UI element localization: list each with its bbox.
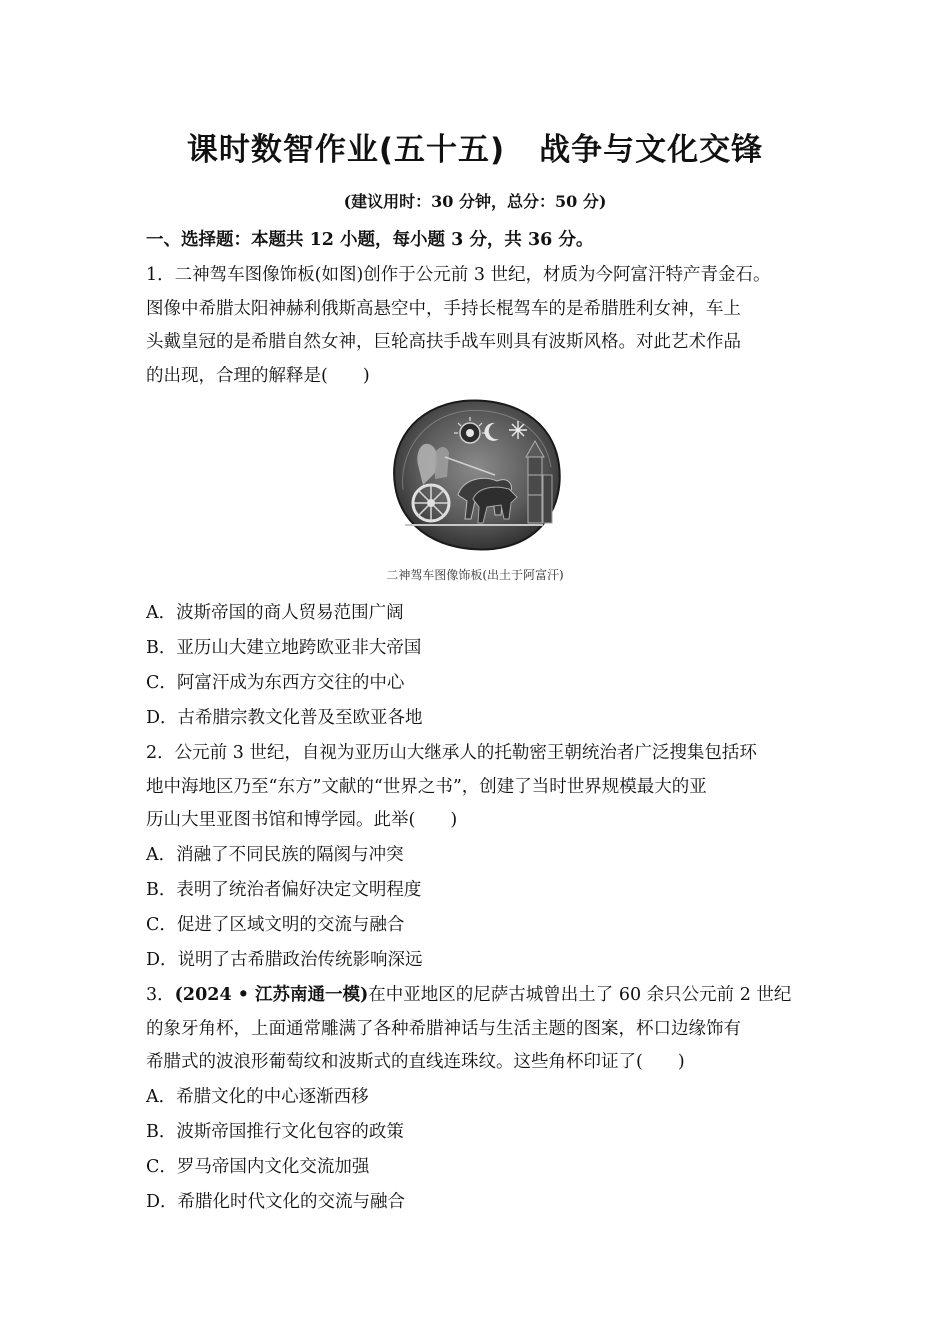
q3-number: 3． bbox=[146, 985, 175, 1005]
q1-stem-line: 图像中希腊太阳神赫利俄斯高悬空中，手持长棍驾车的是希腊胜利女神，车上 bbox=[146, 299, 741, 319]
q1-option-b[interactable]: B．亚历山大建立地跨欧亚非大帝国 bbox=[146, 638, 422, 658]
q1-option-a[interactable]: A．波斯帝国的商人贸易范围广阔 bbox=[146, 603, 404, 623]
q2-option-d[interactable]: D．说明了古希腊政治传统影响深远 bbox=[146, 950, 423, 970]
q1-stem-line: 的出现，合理的解释是( ) bbox=[146, 366, 370, 386]
q2-stem-line: 2．公元前 3 世纪，自视为亚历山大继承人的托勒密王朝统治者广泛搜集包括环 bbox=[146, 743, 757, 763]
q2-option-b[interactable]: B．表明了统治者偏好决定文明程度 bbox=[146, 880, 422, 900]
q1-option-d[interactable]: D．古希腊宗教文化普及至欧亚各地 bbox=[146, 708, 423, 728]
q2-option-c[interactable]: C．促进了区域文明的交流与融合 bbox=[146, 915, 405, 935]
q2-stem-line: 地中海地区乃至“东方”文献的“世界之书”，创建了当时世界规模最大的亚 bbox=[146, 777, 707, 797]
q3-stem-first: 在中亚地区的尼萨古城曾出土了 60 余只公元前 2 世纪 bbox=[368, 985, 792, 1005]
q3-option-c[interactable]: C．罗马帝国内文化交流加强 bbox=[146, 1157, 370, 1177]
q2-option-a[interactable]: A．消融了不同民族的隔阂与冲突 bbox=[146, 845, 404, 865]
section-heading: 一、选择题：本题共 12 小题，每小题 3 分，共 36 分。 bbox=[146, 230, 594, 250]
page-title bbox=[0, 124, 950, 169]
q3-source: (2024 • 江苏南通一模) bbox=[174, 985, 369, 1005]
chariot-plaque-image bbox=[383, 395, 565, 555]
q1-option-c[interactable]: C．阿富汗成为东西方交往的中心 bbox=[146, 673, 405, 693]
q3-option-a[interactable]: A．希腊文化的中心逐渐西移 bbox=[146, 1087, 369, 1107]
q3-option-d[interactable]: D．希腊化时代文化的交流与融合 bbox=[146, 1192, 406, 1212]
q1-stem-line: 1．二神驾车图像饰板(如图)创作于公元前 3 世纪，材质为今阿富汗特产青金石。 bbox=[146, 265, 771, 285]
q2-stem-line: 历山大里亚图书馆和博学园。此举( ) bbox=[146, 810, 458, 830]
q1-stem-line: 头戴皇冠的是希腊自然女神，巨轮高扶手战车则具有波斯风格。对此艺术作品 bbox=[146, 332, 741, 352]
title-main: 课时数智作业(五十五) bbox=[186, 132, 506, 168]
q3-stem-line bbox=[146, 981, 791, 1006]
q3-stem-line: 的象牙角杯，上面通常雕满了各种希腊神话与生活主题的图案，杯口边缘饰有 bbox=[146, 1019, 741, 1039]
figure-caption: 二神驾车图像饰板(出土于阿富汗) bbox=[386, 568, 564, 582]
q3-option-b[interactable]: B．波斯帝国推行文化包容的政策 bbox=[146, 1122, 404, 1142]
q3-stem-line: 希腊式的波浪形葡萄纹和波斯式的直线连珠纹。这些角杯印证了( ) bbox=[146, 1052, 685, 1072]
time-score-note: (建议用时：30 分钟，总分：50 分) bbox=[343, 192, 607, 211]
title-topic: 战争与文化交锋 bbox=[539, 132, 764, 168]
